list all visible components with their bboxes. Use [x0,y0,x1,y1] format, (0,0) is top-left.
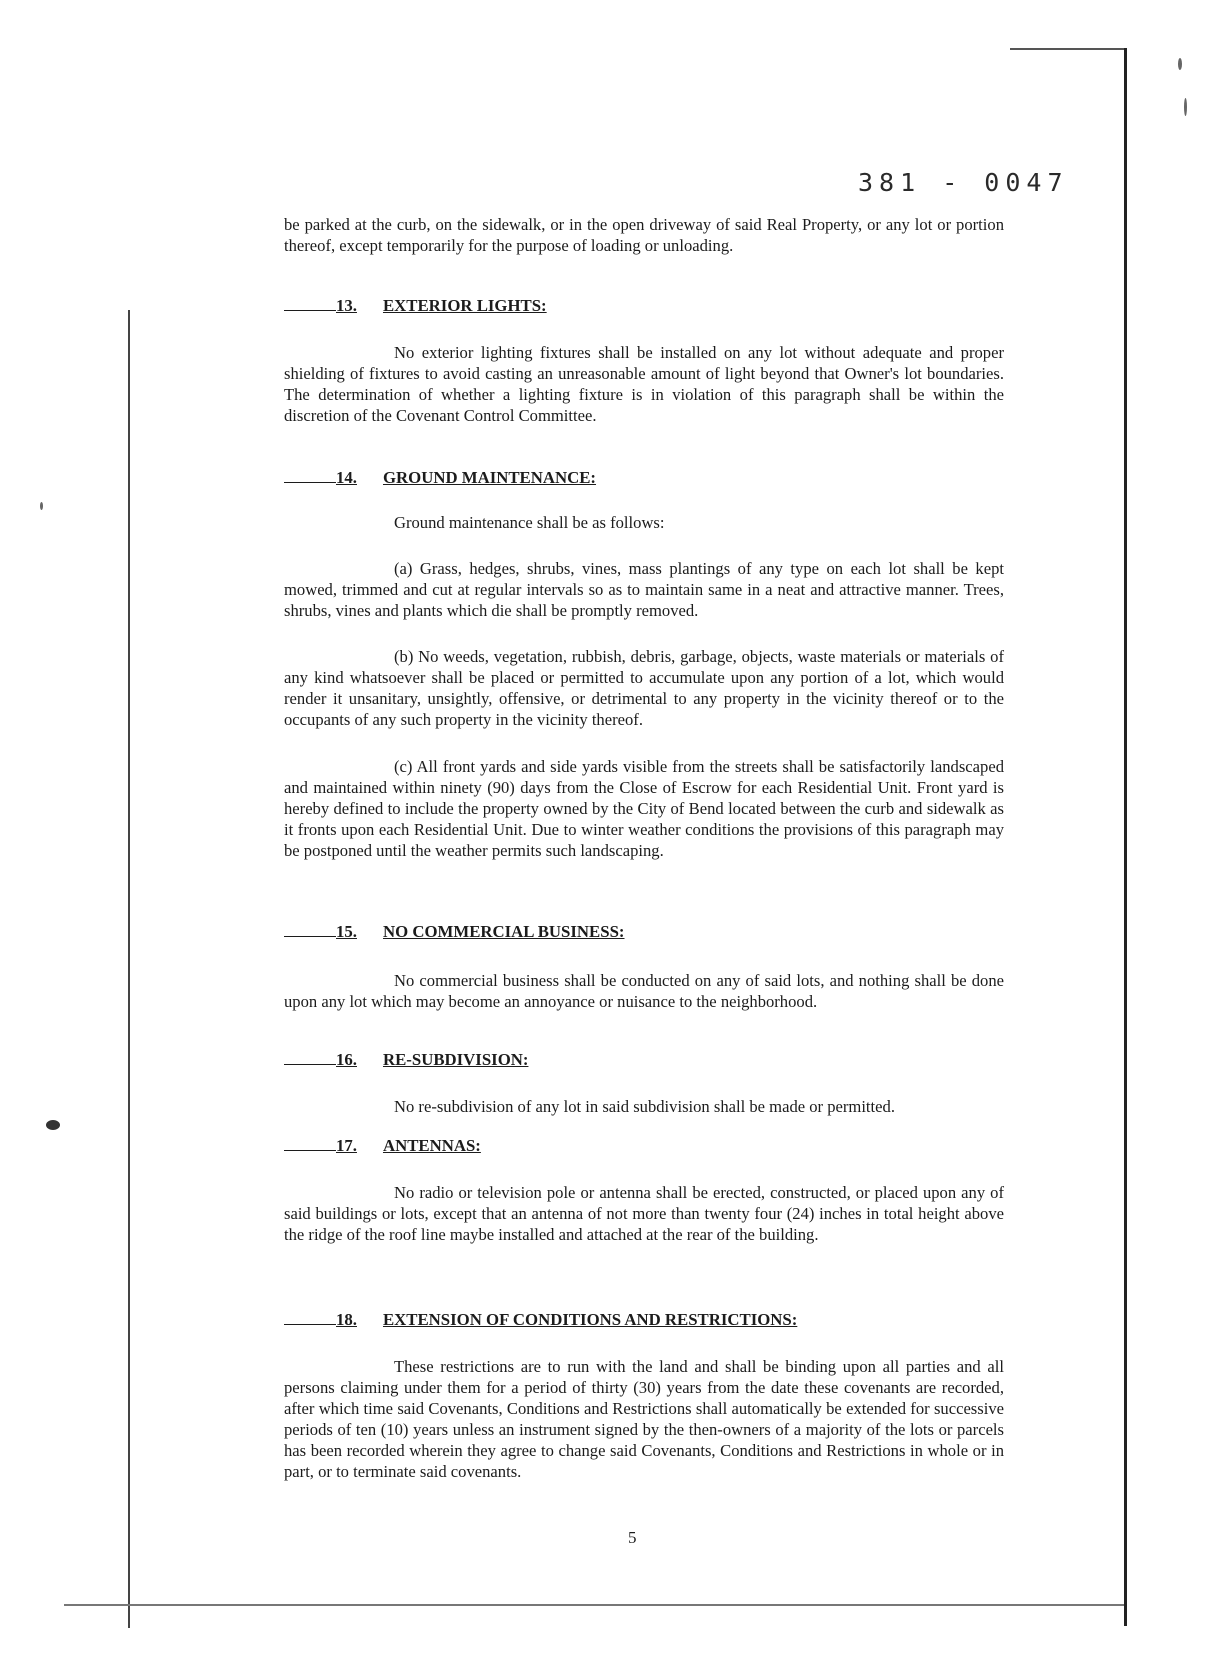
scan-speck [1178,58,1182,70]
section-number: 18. [336,1310,357,1329]
carryover-paragraph: be parked at the curb, on the sidewalk, or in the open driveway of said Real Property, or any lot or portion thereof, except temporarily for the purpose of loading or unloading. [284,215,1004,255]
section-heading-15 [284,922,625,942]
heading-rule [284,936,336,937]
section-number: 13. [336,296,357,315]
section-heading-18 [284,1310,797,1330]
scan-edge-bottom [64,1604,1124,1606]
section-number: 17. [336,1136,357,1155]
section-heading-13 [284,296,547,316]
section-heading-14 [284,468,596,488]
page-number: 5 [628,1528,637,1547]
section-title: NO COMMERCIAL BUSINESS: [382,922,625,941]
scan-edge-top-right [1010,48,1124,50]
section-title: EXTERIOR LIGHTS: [382,296,547,315]
section-title: GROUND MAINTENANCE: [382,468,597,487]
section-14-intro: Ground maintenance shall be as follows: [394,513,665,532]
section-13-paragraph: No exterior lighting fixtures shall be installed on any lot without adequate and proper shielding of fixtures to avoid casting an unreasonable amount of light beyond that Owner's lot boundaries. The determination of whether a lighting fixture is in violation of this paragraph shall be within the discretion of the Covenant Control Committee. [284,343,1004,425]
section-14-item-c: (c) All front yards and side yards visible from the streets shall be satisfactorily landscaped and maintained within ninety (90) days from the Close of Escrow for each Residential Unit. Front yard is hereby defined to include the property owned by the City of Bend located between the curb and sidewalk as it fronts upon each Residential Unit. Due to winter weather conditions the provisions of this paragraph may be postponed until the weather permits such landscaping. [284,757,1004,860]
section-17-paragraph: No radio or television pole or antenna shall be erected, constructed, or placed upon any of said buildings or lots, except that an antenna of not more than twenty four (24) inches in total height above the ridge of the roof line maybe installed and attached at the rear of the building. [284,1183,1004,1244]
record-number: 381 - 0047 [858,168,1069,197]
section-title: EXTENSION OF CONDITIONS AND RESTRICTIONS: [382,1310,798,1329]
section-15-paragraph: No commercial business shall be conducted on any of said lots, and nothing shall be done upon any lot which may become an annoyance or nuisance to the neighborhood. [284,971,1004,1011]
section-14-item-b: (b) No weeds, vegetation, rubbish, debris, garbage, objects, waste materials or materials of any kind whatsoever shall be placed or permitted to accumulate upon any portion of a lot, which would render it unsanitary, unsightly, offensive, or detrimental to any property in the vicinity thereof or to the occupants of any such property in the vicinity thereof. [284,647,1004,729]
section-number: 15. [336,922,357,941]
scan-edge-right [1124,48,1127,1626]
section-18-paragraph: These restrictions are to run with the land and shall be binding upon all parties and all persons claiming under them for a period of thirty (30) years from the date these covenants are recorded, after which time said Covenants, Conditions and Restrictions shall automatically be extended for successive periods of ten (10) years unless an instrument signed by the then-owners of a majority of the lots or parcels has been recorded wherein they agree to change said Covenants, Conditions and Restrictions in whole or in part, or to terminate said covenants. [284,1357,1004,1481]
section-title: ANTENNAS: [382,1136,481,1155]
section-16-paragraph: No re-subdivision of any lot in said subdivision shall be made or permitted. [394,1097,895,1116]
section-number: 14. [336,468,357,487]
heading-rule [284,1324,336,1325]
heading-rule [284,310,336,311]
scan-edge-left [128,310,130,1628]
section-heading-16 [284,1050,528,1070]
scan-speck [40,502,43,510]
scan-speck [1184,98,1187,116]
section-number: 16. [336,1050,357,1069]
heading-rule [284,1150,336,1151]
heading-rule [284,1064,336,1065]
section-14-item-a: (a) Grass, hedges, shrubs, vines, mass plantings of any type on each lot shall be kept mowed, trimmed and cut at regular intervals so as to maintain same in a neat and attractive manner. Trees, shrubs, vines and plants which die shall be promptly removed. [284,559,1004,620]
section-heading-17 [284,1136,481,1156]
section-title: RE-SUBDIVISION: [382,1050,529,1069]
heading-rule [284,482,336,483]
scan-speck [46,1120,60,1130]
